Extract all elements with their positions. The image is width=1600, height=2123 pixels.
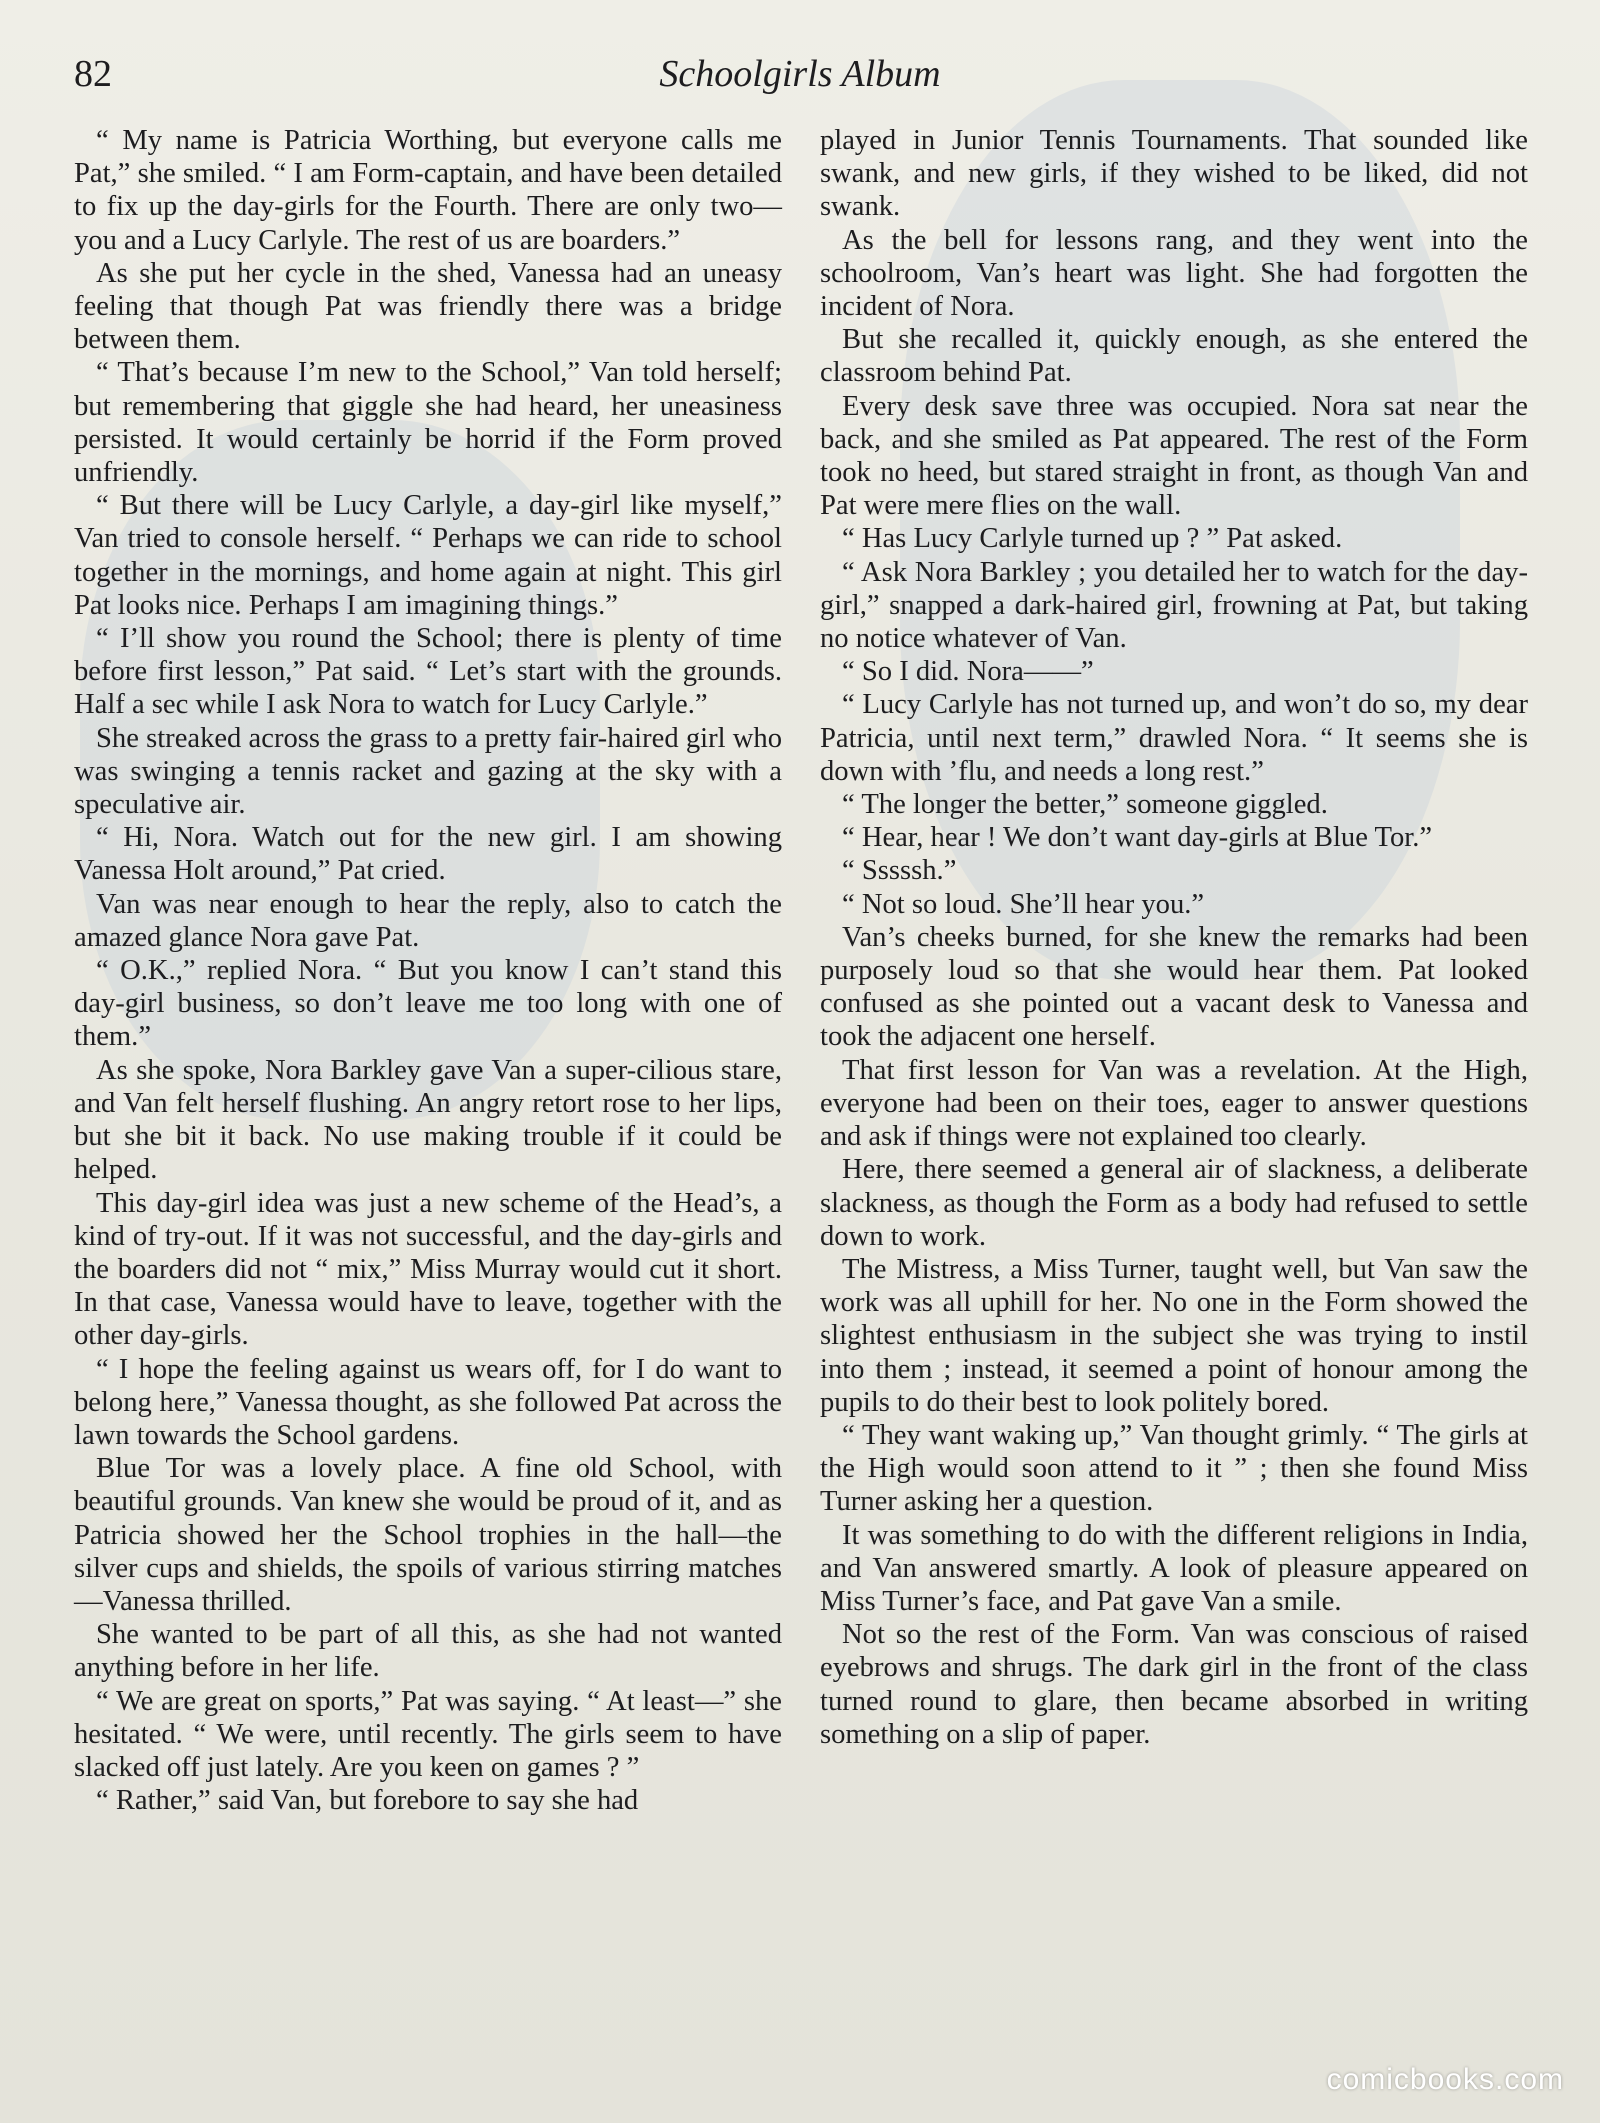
paragraph: Not so the rest of the Form. Van was conscious of raised eyebrows and shrugs. The dark girl in the front of the class turned round to glare, then became absorbed in writing something on a slip of paper. xyxy=(820,1619,1528,1750)
paragraph: As the bell for lessons rang, and they went into the schoolroom, Van’s heart was light. She had forgotten the incident of Nora. xyxy=(820,224,1528,323)
paragraph: Van’s cheeks burned, for she knew the remarks had been purposely loud so that she would hear them. Pat looked confused as she pointed out a vacant desk to Vanessa and took the adjacent one herself. xyxy=(820,921,1528,1053)
paragraph: “ I’ll show you round the School; there is plenty of time before first lesson,” Pat said. “ Let’s start with the grounds. Half a sec while I ask Nora to watch for Lucy Carlyle.” xyxy=(74,623,782,721)
page-header xyxy=(74,52,1526,102)
paragraph: This day-girl idea was just a new scheme of the Head’s, a kind of try-out. If it was not successful, and the day-girls and the boarders did not “ mix,” Miss Murray would cut it short. In that case, Vanessa would have to leave, together with the other day-girls. xyxy=(74,1187,782,1352)
paragraph: Here, there seemed a general air of slackness, a deliberate slackness, as though the Form as a body had refused to settle down to work. xyxy=(820,1154,1528,1252)
paragraph: “ O.K.,” replied Nora. “ But you know I can’t stand this day-girl business, so don’t leave me too long with one of them.” xyxy=(74,955,782,1053)
paragraph: “ The longer the better,” someone giggled. xyxy=(842,789,1328,821)
paragraph: “ Lucy Carlyle has not turned up, and won’t do so, my dear Patricia, until next term,” drawled Nora. “ It seems she is down with ’flu, and needs a long rest.” xyxy=(820,689,1528,787)
article-body xyxy=(74,124,1536,2024)
page-number: 82 xyxy=(74,53,112,95)
paragraph: played in Junior Tennis Tournaments. That sounded like swank, and new girls, if they wished to be liked, did not swank. xyxy=(820,125,1528,223)
paragraph: “ Hear, hear ! We don’t want day-girls at Blue Tor.” xyxy=(842,822,1433,854)
watermark: comicbooks.com xyxy=(1326,2063,1564,2096)
paragraph: She streaked across the grass to a pretty fair-haired girl who was swinging a tennis racket and gazing at the sky with a speculative air. xyxy=(74,722,782,821)
paragraph: “ My name is Patricia Worthing, but everyone calls me Pat,” she smiled. “ I am Form-captain, and have been detailed to fix up the day-girls for the Fourth. There are only two—you and a Lucy Carlyle. The rest of us are boarders.” xyxy=(74,125,782,256)
paragraph: “ Has Lucy Carlyle turned up ? ” Pat asked. xyxy=(842,523,1343,555)
right-column xyxy=(820,124,1528,1751)
paragraph: “ They want waking up,” Van thought grimly. “ The girls at the High would soon attend to it ” ; then she found Miss Turner asking her a question. xyxy=(820,1419,1528,1518)
paragraph: “ Hi, Nora. Watch out for the new girl. I am showing Vanessa Holt around,” Pat cried. xyxy=(74,822,782,887)
paragraph: “ Sssssh.” xyxy=(842,855,957,887)
paragraph: That first lesson for Van was a revelation. At the High, everyone had been on their toes, eager to answer questions and ask if things were not explained too clearly. xyxy=(820,1054,1528,1153)
running-title: Schoolgirls Album xyxy=(659,53,941,95)
paragraph: “ We are great on sports,” Pat was saying. “ At least—” she hesitated. “ We were, until recently. The girls seem to have slacked off just lately. Are you keen on games ? ” xyxy=(74,1685,782,1783)
paragraph: “ But there will be Lucy Carlyle, a day-girl like myself,” Van tried to console herself. “ Perhaps we can ride to school together in the mornings, and home again at night. This girl Pat looks nice. Perhaps I am imagining things.” xyxy=(74,490,782,621)
left-column xyxy=(74,124,782,1817)
paragraph: “ I hope the feeling against us wears off, for I do want to belong here,” Vanessa thought, as she followed Pat across the lawn towards the School gardens. xyxy=(74,1353,782,1451)
paragraph: The Mistress, a Miss Turner, taught well, but Van saw the work was all uphill for her. No one in the Form showed the slightest enthusiasm in the subject she was trying to instil into them ; instead, it seemed a point of honour among the pupils to do their best to look politely bored. xyxy=(820,1253,1528,1418)
paragraph: It was something to do with the different religions in India, and Van answered smartly. A look of pleasure appeared on Miss Turner’s face, and Pat gave Van a smile. xyxy=(820,1519,1528,1617)
paragraph: She wanted to be part of all this, as she had not wanted anything before in her life. xyxy=(74,1619,782,1684)
paragraph: Van was near enough to hear the reply, also to catch the amazed glance Nora gave Pat. xyxy=(74,888,782,953)
paragraph: “ Rather,” said Van, but forebore to say she had xyxy=(96,1785,639,1817)
paragraph: “ Not so loud. She’ll hear you.” xyxy=(842,888,1205,920)
paragraph: As she put her cycle in the shed, Vanessa had an uneasy feeling that though Pat was friendly there was a bridge between them. xyxy=(74,257,782,356)
paragraph: “ That’s because I’m new to the School,” Van told herself; but remembering that giggle she had heard, her uneasiness persisted. It would certainly be horrid if the Form proved unfriendly. xyxy=(74,357,782,489)
paragraph: But she recalled it, quickly enough, as she entered the classroom behind Pat. xyxy=(820,324,1528,389)
paragraph: “ Ask Nora Barkley ; you detailed her to watch for the day-girl,” snapped a dark-haired girl, frowning at Pat, but taking no notice whatever of Van. xyxy=(820,556,1528,655)
paragraph: “ So I did. Nora——” xyxy=(842,656,1094,688)
paragraph: Blue Tor was a lovely place. A fine old School, with beautiful grounds. Van knew she would be proud of it, and as Patricia showed her the School trophies in the hall—the silver cups and shields, the spoils of various stirring matches—Vanessa thrilled. xyxy=(74,1453,782,1617)
paragraph: As she spoke, Nora Barkley gave Van a super-cilious stare, and Van felt herself flushing. An angry retort rose to her lips, but she bit it back. No use making trouble if it could be helped. xyxy=(74,1054,782,1186)
paragraph: Every desk save three was occupied. Nora sat near the back, and she smiled as Pat appeared. The rest of the Form took no heed, but stared straight in front, as though Van and Pat were mere flies on the wall. xyxy=(820,390,1528,522)
